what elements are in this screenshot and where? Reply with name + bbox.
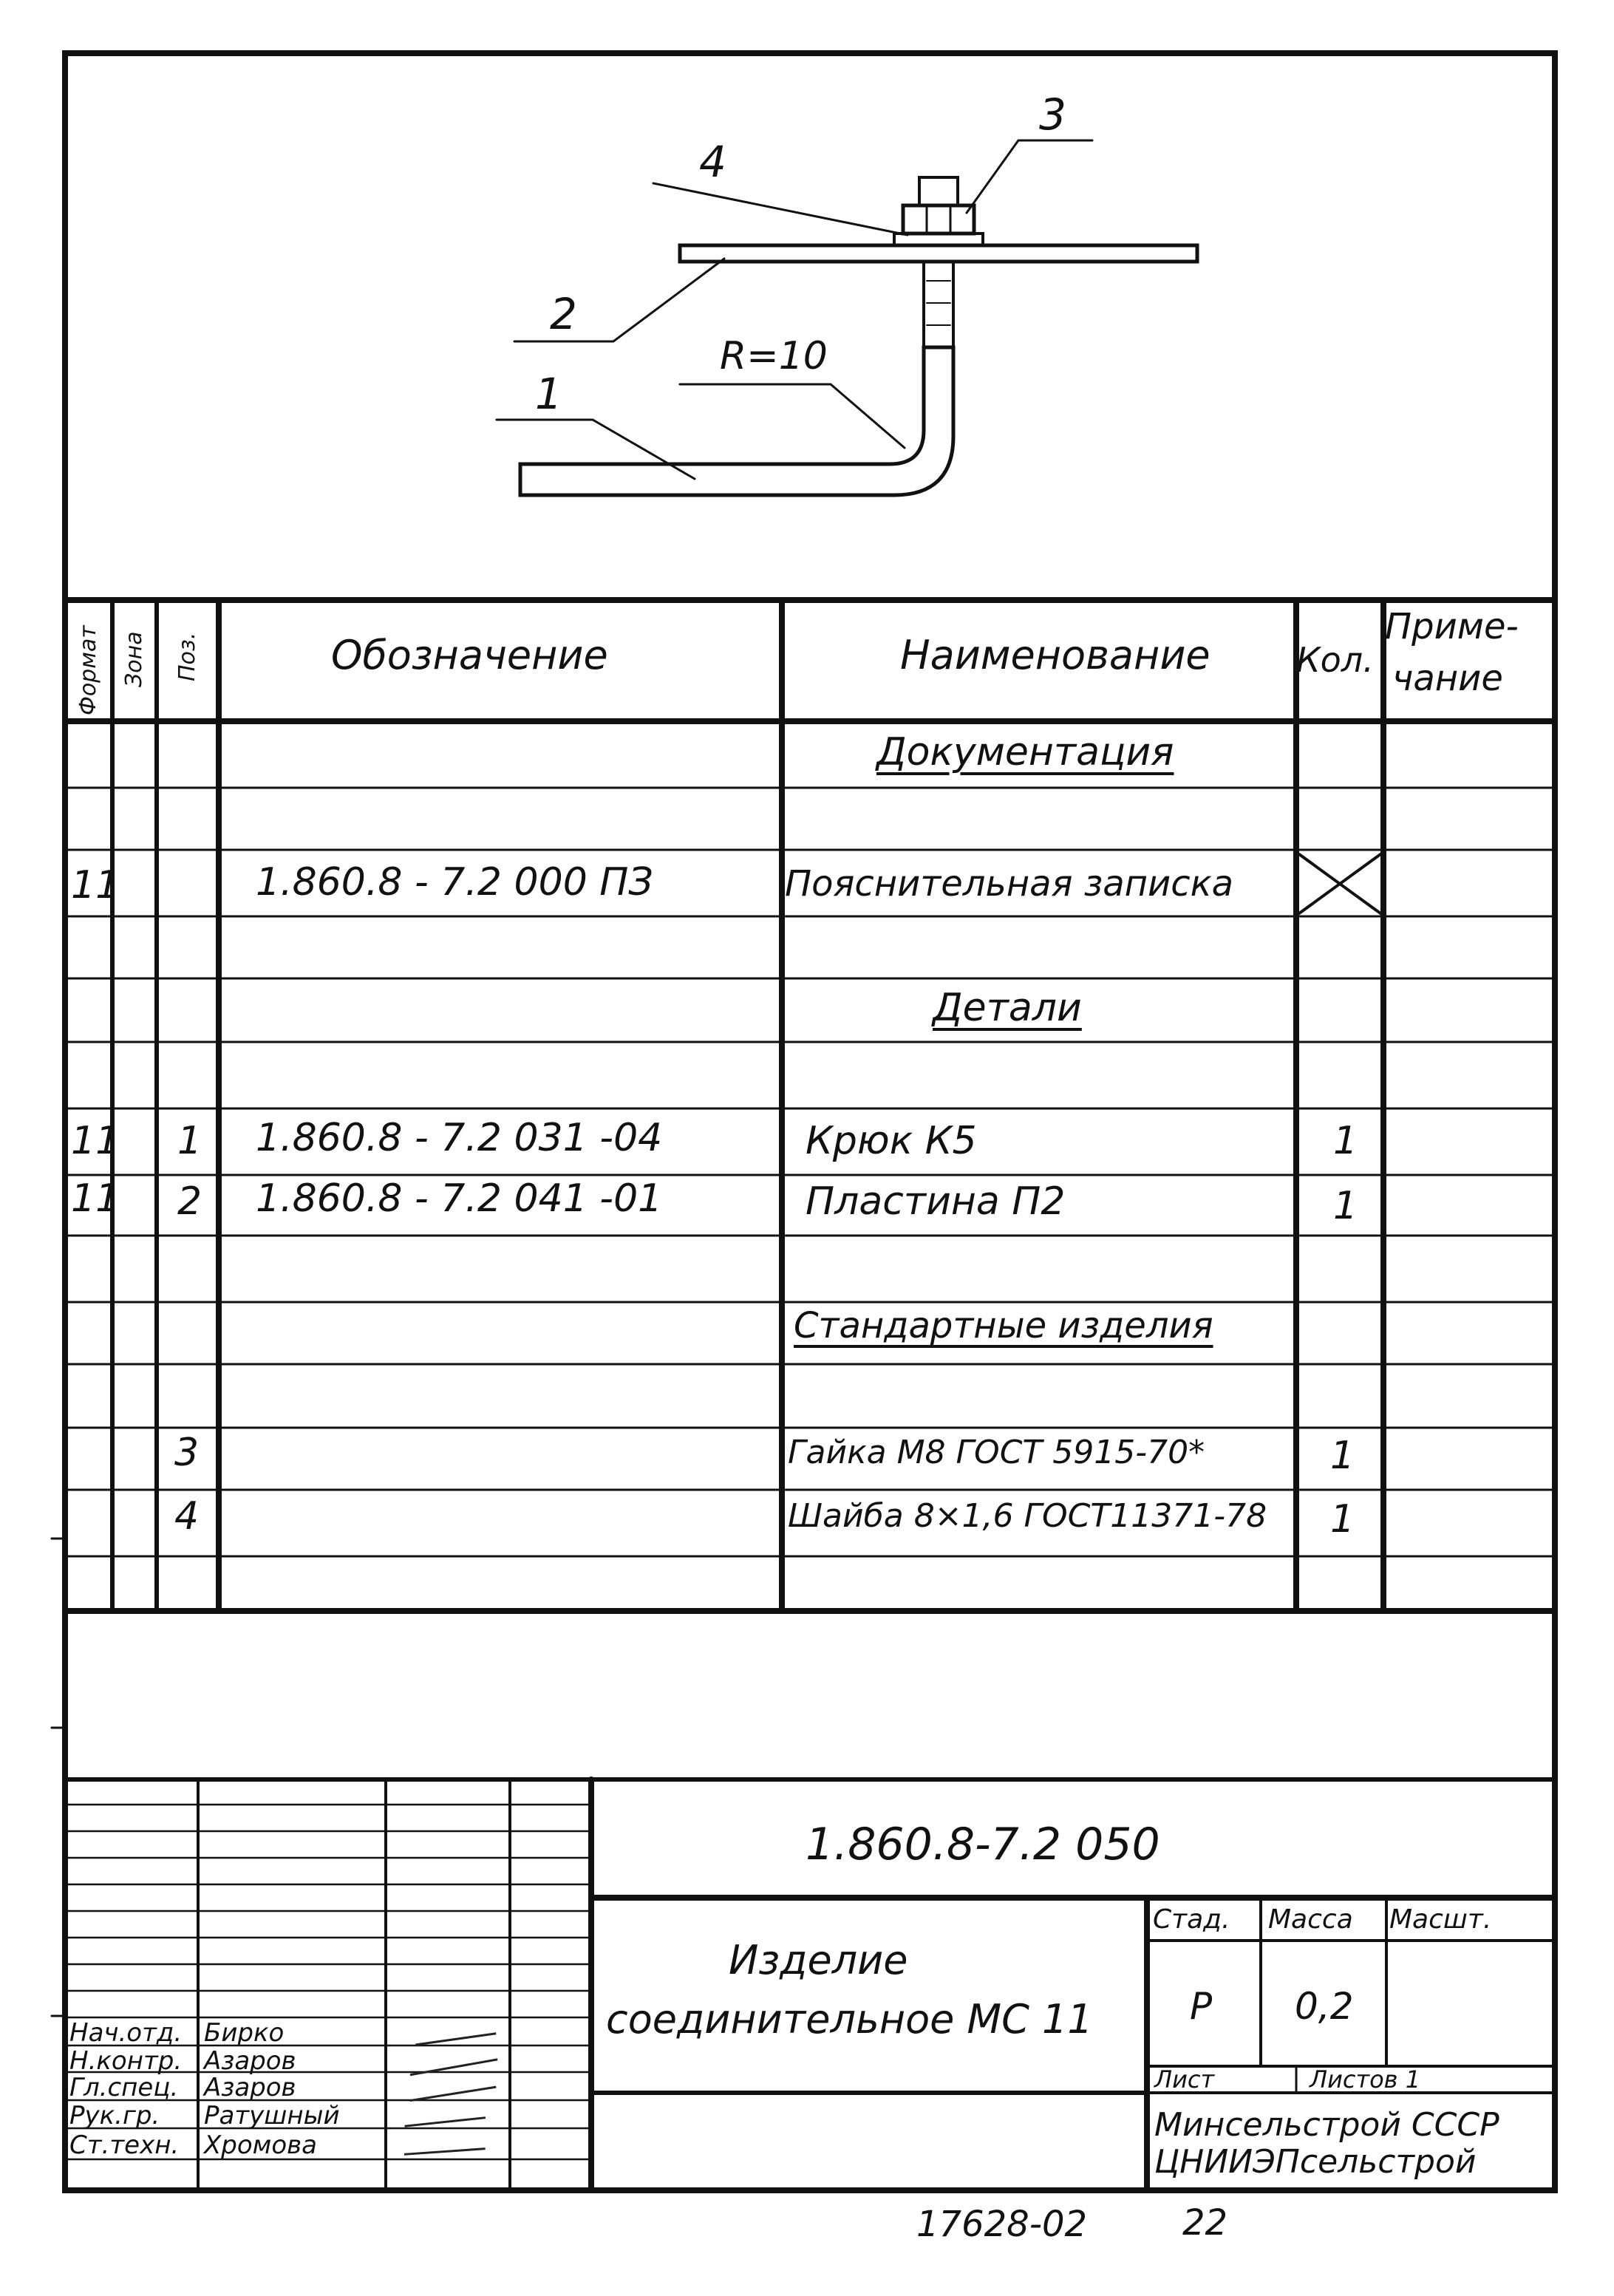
header-pos: Поз. (174, 632, 200, 681)
stage-value: Р (1190, 1985, 1213, 2028)
callout-2: 2 (550, 289, 577, 339)
document-code: 1.860.8-7.2 050 (806, 1819, 1160, 1870)
sheet-label: Лист (1154, 2065, 1215, 2094)
header-format: Формат (75, 625, 101, 715)
header-note-line1: Приме- (1385, 606, 1519, 647)
callout-3: 3 (1039, 89, 1066, 140)
mass-label: Масса (1268, 1904, 1353, 1935)
row-name: Крюк К5 (806, 1119, 977, 1163)
mass-value: 0,2 (1295, 1985, 1354, 2028)
sheets-count: Листов 1 (1310, 2065, 1421, 2094)
header-zone: Зона (121, 631, 147, 687)
row-qty: 1 (1333, 1184, 1358, 1228)
leader-4 (653, 183, 908, 235)
signer-role: Н.контр. (69, 2046, 183, 2076)
archive-number: 17628-02 (916, 2204, 1088, 2245)
callout-4: 4 (699, 137, 726, 187)
header-note-line2: чание (1392, 658, 1503, 699)
organization-line2: ЦНИИЭПсельстрой (1154, 2143, 1477, 2181)
nut-part (903, 205, 974, 234)
row-pos: 3 (174, 1431, 200, 1475)
leader-1 (497, 420, 695, 479)
callout-1: 1 (535, 369, 562, 419)
row-qty: 1 (1330, 1497, 1355, 1542)
assembly-drawing (497, 137, 1197, 495)
row-pos: 4 (174, 1494, 200, 1539)
signer-name: Азаров (204, 2046, 296, 2076)
scale-label: Масшт. (1389, 1904, 1492, 1935)
row-format: 11 (71, 1119, 120, 1163)
row-pos: 1 (177, 1119, 202, 1163)
signer-role: Ст.техн. (69, 2130, 180, 2160)
signer-role: Гл.спец. (69, 2073, 179, 2102)
signer-role: Рук.гр. (69, 2101, 160, 2130)
leader-3 (967, 140, 1092, 213)
bend-radius-label: R=10 (720, 334, 828, 378)
not-applicable-cross-mark (1299, 854, 1380, 913)
leader-radius (680, 384, 905, 448)
signer-name: Хромова (204, 2130, 317, 2160)
stage-label: Стад. (1153, 1904, 1230, 1935)
product-title-line1: Изделие (729, 1937, 908, 1983)
header-qty: Кол. (1296, 640, 1374, 680)
plate-part (680, 245, 1197, 262)
signer-name: Бирко (204, 2018, 285, 2048)
section-standard-items: Стандартные изделия (794, 1305, 1213, 1346)
signer-role: Нач.отд. (69, 2018, 183, 2048)
row-name: Пластина П2 (806, 1179, 1066, 1224)
row-format: 11 (71, 863, 120, 907)
section-details: Детали (933, 986, 1082, 1030)
row-pos: 2 (177, 1179, 202, 1224)
section-documentation: Документация (876, 730, 1174, 774)
row-qty: 1 (1330, 1434, 1355, 1478)
row-designation: 1.860.8 - 7.2 041 -01 (256, 1176, 663, 1221)
row-name: Пояснительная записка (785, 863, 1234, 905)
row-designation: 1.860.8 - 7.2 031 -04 (256, 1116, 663, 1160)
row-qty: 1 (1333, 1119, 1358, 1163)
signer-name: Азаров (204, 2073, 296, 2102)
header-name: Наименование (900, 632, 1210, 678)
threaded-rod (924, 262, 953, 347)
leader-2 (514, 259, 724, 341)
header-designation: Обозначение (331, 632, 608, 678)
row-name: Шайба 8×1,6 ГОСТ11371-78 (788, 1497, 1267, 1535)
organization-line1: Минсельстрой СССР (1154, 2106, 1499, 2144)
page-number: 22 (1182, 2202, 1228, 2244)
row-name: Гайка М8 ГОСТ 5915-70* (788, 1434, 1205, 1471)
signer-name: Ратушный (204, 2101, 340, 2130)
row-designation: 1.860.8 - 7.2 000 ПЗ (256, 860, 653, 905)
row-format: 11 (71, 1176, 120, 1221)
product-title-line2: соединительное МС 11 (606, 1996, 1093, 2043)
